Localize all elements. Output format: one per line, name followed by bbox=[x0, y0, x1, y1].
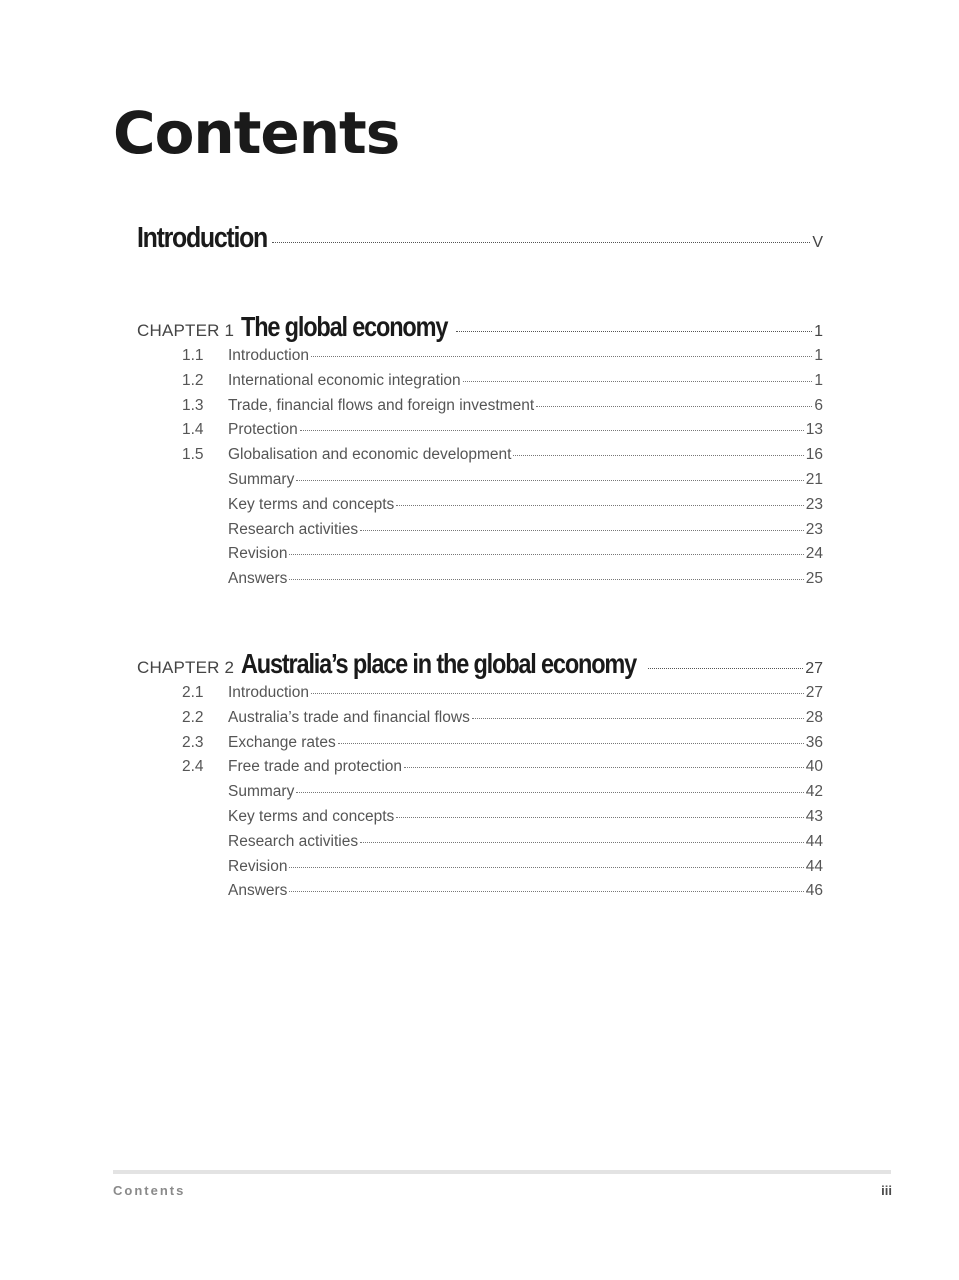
footer-page-number: iii bbox=[881, 1183, 892, 1198]
entry-number: 2.4 bbox=[182, 758, 204, 776]
dot-leader bbox=[396, 505, 803, 506]
entry-page-number: 6 bbox=[814, 396, 823, 414]
toc-entry[interactable] bbox=[137, 882, 823, 907]
dot-leader bbox=[472, 718, 804, 719]
chapter-1-heading[interactable] bbox=[137, 311, 823, 347]
dot-leader bbox=[463, 381, 813, 382]
entry-label: Exchange rates bbox=[228, 733, 336, 751]
chapter-title: The global economy bbox=[241, 311, 448, 342]
toc-entry[interactable] bbox=[137, 545, 823, 570]
toc-entry[interactable] bbox=[137, 858, 823, 883]
chapter-label: CHAPTER 1 bbox=[137, 321, 235, 340]
entry-page-number: 23 bbox=[805, 495, 823, 513]
dot-leader bbox=[360, 842, 804, 843]
entry-label: Key terms and concepts bbox=[228, 807, 395, 825]
dot-leader bbox=[536, 406, 812, 407]
dot-leader bbox=[396, 817, 803, 818]
entry-label: Australia’s trade and financial flows bbox=[228, 708, 470, 726]
entry-page-number: 27 bbox=[805, 684, 823, 701]
entry-number: 1.4 bbox=[182, 421, 204, 439]
toc-entry[interactable] bbox=[137, 347, 823, 372]
entry-page-number: 43 bbox=[805, 807, 823, 825]
entry-page-number: 24 bbox=[805, 545, 823, 563]
entry-label: International economic integration bbox=[228, 371, 461, 389]
dot-leader bbox=[289, 579, 803, 580]
dot-leader bbox=[289, 554, 803, 555]
entry-page-number: 21 bbox=[805, 470, 823, 488]
chapter-2-heading[interactable] bbox=[137, 648, 823, 684]
dot-leader bbox=[272, 242, 810, 243]
dot-leader bbox=[296, 480, 803, 481]
dot-leader bbox=[311, 693, 804, 694]
toc-entry[interactable] bbox=[137, 758, 823, 783]
chapter-page-number: 1 bbox=[814, 323, 823, 340]
dot-leader bbox=[648, 668, 803, 669]
toc-entry[interactable] bbox=[137, 684, 823, 709]
entry-page-number: 23 bbox=[805, 520, 823, 538]
toc-entry[interactable] bbox=[137, 471, 823, 496]
toc-entry[interactable] bbox=[137, 372, 823, 397]
entry-page-number: 28 bbox=[805, 708, 823, 726]
toc-entry[interactable] bbox=[137, 709, 823, 734]
toc-entry[interactable] bbox=[137, 734, 823, 759]
entry-page-number: 1 bbox=[814, 347, 823, 364]
chapter-1-section bbox=[137, 311, 823, 595]
page-title: Contents bbox=[113, 99, 400, 167]
chapter-2-section bbox=[137, 648, 823, 907]
entry-label: Revision bbox=[228, 545, 288, 563]
entry-label: Introduction bbox=[228, 684, 309, 701]
entry-label: Research activities bbox=[228, 832, 359, 850]
entry-label: Globalisation and economic development bbox=[228, 446, 512, 464]
entry-label: Summary bbox=[228, 783, 295, 801]
chapter-2-entries bbox=[137, 684, 823, 907]
entry-label: Summary bbox=[228, 470, 295, 488]
dot-leader bbox=[296, 792, 803, 793]
toc-entry[interactable] bbox=[137, 421, 823, 446]
entry-number: 1.3 bbox=[182, 396, 204, 414]
entry-page-number: 42 bbox=[805, 783, 823, 801]
entry-label: Trade, financial flows and foreign investment bbox=[228, 396, 535, 414]
toc-entry[interactable] bbox=[137, 446, 823, 471]
chapter-title: Australia’s place in the global economy bbox=[241, 648, 637, 679]
footer-divider bbox=[113, 1170, 891, 1174]
entry-page-number: 46 bbox=[805, 882, 823, 900]
entry-page-number: 13 bbox=[805, 421, 823, 439]
introduction-page-number: V bbox=[812, 234, 823, 251]
entry-label: Answers bbox=[228, 570, 288, 588]
entry-number: 2.3 bbox=[182, 733, 204, 751]
entry-label: Free trade and protection bbox=[228, 758, 403, 776]
toc-entry[interactable] bbox=[137, 521, 823, 546]
entry-number: 2.2 bbox=[182, 708, 204, 726]
toc-entry[interactable] bbox=[137, 496, 823, 521]
dot-leader bbox=[289, 867, 803, 868]
toc-entry[interactable] bbox=[137, 570, 823, 595]
entry-label: Introduction bbox=[228, 347, 309, 364]
toc-entry[interactable] bbox=[137, 397, 823, 422]
entry-number: 1.2 bbox=[182, 371, 204, 389]
entry-label: Protection bbox=[228, 421, 298, 439]
dot-leader bbox=[338, 743, 804, 744]
introduction-title: Introduction bbox=[137, 222, 267, 254]
toc-introduction-entry[interactable] bbox=[137, 222, 823, 262]
entry-label: Key terms and concepts bbox=[228, 495, 395, 513]
entry-label: Research activities bbox=[228, 520, 359, 538]
entry-page-number: 36 bbox=[805, 733, 823, 751]
chapter-page-number: 27 bbox=[805, 660, 823, 677]
footer-section-name: Contents bbox=[113, 1183, 186, 1198]
toc-entry[interactable] bbox=[137, 808, 823, 833]
entry-number: 1.1 bbox=[182, 347, 204, 364]
chapter-1-entries bbox=[137, 347, 823, 595]
entry-label: Revision bbox=[228, 857, 288, 875]
toc-entry[interactable] bbox=[137, 783, 823, 808]
entry-label: Answers bbox=[228, 882, 288, 900]
entry-page-number: 44 bbox=[805, 857, 823, 875]
entry-page-number: 16 bbox=[805, 446, 823, 464]
dot-leader bbox=[360, 530, 804, 531]
entry-number: 2.1 bbox=[182, 684, 204, 701]
entry-page-number: 25 bbox=[805, 570, 823, 588]
dot-leader bbox=[456, 331, 813, 332]
entry-page-number: 40 bbox=[805, 758, 823, 776]
dot-leader bbox=[289, 891, 803, 892]
chapter-label: CHAPTER 2 bbox=[137, 658, 235, 677]
entry-page-number: 44 bbox=[805, 832, 823, 850]
entry-page-number: 1 bbox=[814, 371, 823, 389]
dot-leader bbox=[300, 430, 804, 431]
entry-number: 1.5 bbox=[182, 446, 204, 464]
toc-entry[interactable] bbox=[137, 833, 823, 858]
dot-leader bbox=[513, 455, 803, 456]
dot-leader bbox=[404, 767, 804, 768]
dot-leader bbox=[311, 356, 812, 357]
